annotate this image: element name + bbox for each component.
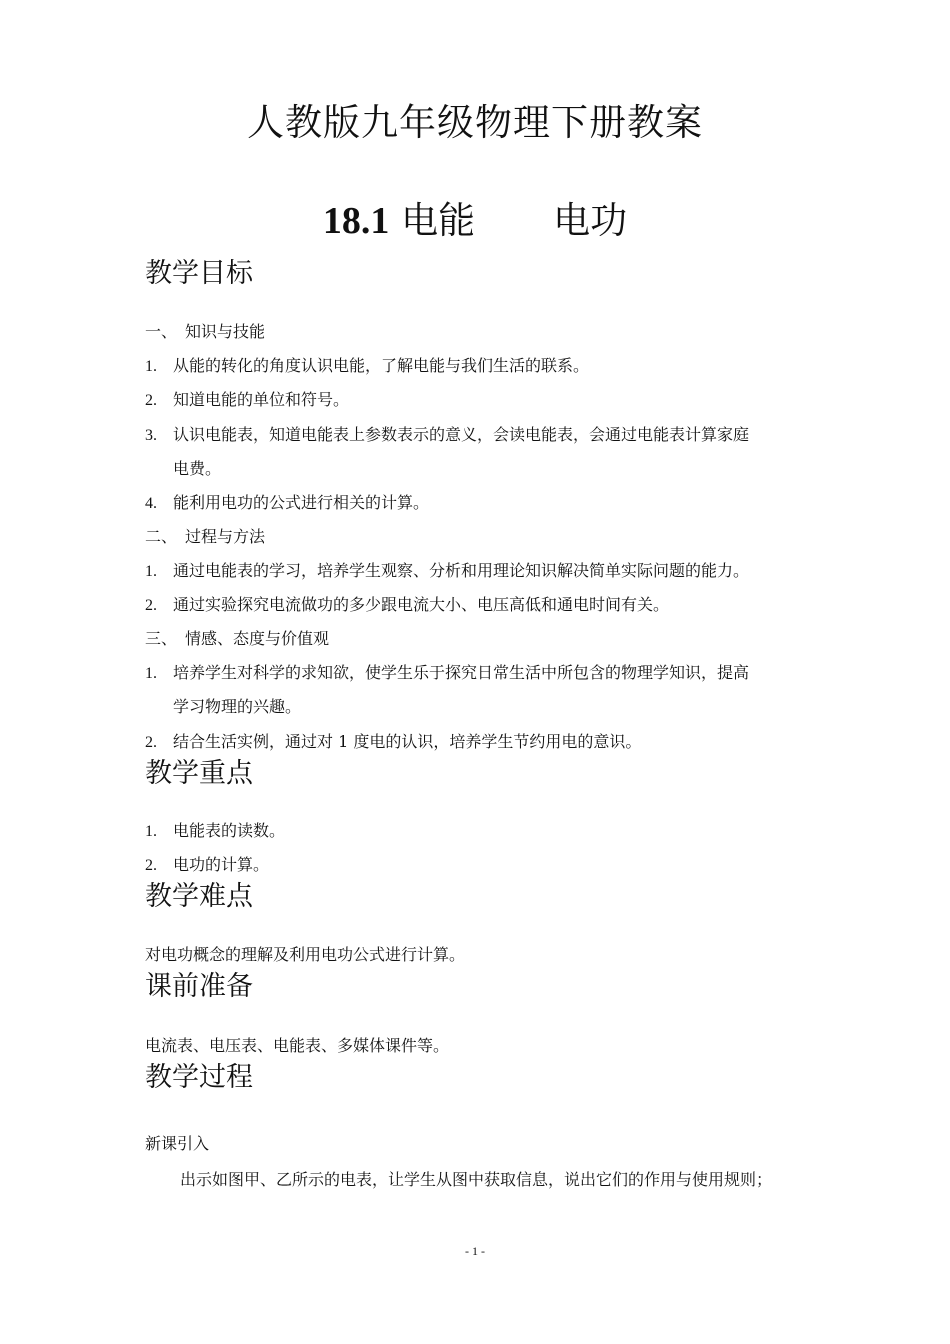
lesson-number: 18.1 bbox=[322, 200, 390, 242]
lesson-title bbox=[0, 196, 950, 246]
list-item: 1. 培养学生对科学的求知欲，使学生乐于探究日常生活中所包含的物理学知识，提高 bbox=[145, 663, 750, 682]
process-heading: 教学过程 bbox=[145, 1062, 253, 1093]
section-title: 过程与方法 bbox=[185, 527, 266, 546]
list-item: 2. 知道电能的单位和符号。 bbox=[145, 390, 350, 409]
objective-section-1 bbox=[145, 321, 265, 343]
lesson-title-part1: 电能 bbox=[401, 199, 476, 242]
objectives-heading: 教学目标 bbox=[145, 258, 253, 289]
section-marker: 三、 bbox=[145, 629, 178, 648]
section-marker: 一、 bbox=[145, 322, 178, 341]
preparation-text: 电流表、电压表、电能表、多媒体课件等。 bbox=[145, 1036, 450, 1055]
page-number: - 1 - bbox=[465, 1244, 485, 1258]
lesson-title-part2: 电功 bbox=[553, 199, 628, 242]
document-title: 人教版九年级物理下册教案 bbox=[247, 101, 703, 144]
list-item: 1. 通过电能表的学习，培养学生观察、分析和用理论知识解决简单实际问题的能力。 bbox=[145, 561, 750, 580]
list-item-continuation: 电费。 bbox=[173, 459, 222, 478]
preparation-heading: 课前准备 bbox=[145, 971, 253, 1002]
list-item: 3. 认识电能表，知道电能表上参数表示的意义，会读电能表，会通过电能表计算家庭 bbox=[145, 425, 750, 444]
objective-section-2 bbox=[145, 526, 265, 548]
key-points-heading: 教学重点 bbox=[145, 758, 253, 789]
process-subheading: 新课引入 bbox=[145, 1134, 210, 1153]
list-item: 2. 通过实验探究电流做功的多少跟电流大小、电压高低和通电时间有关。 bbox=[145, 595, 670, 614]
list-item: 1. 电能表的读数。 bbox=[145, 821, 286, 840]
list-item: 2. 结合生活实例，通过对 1 度电的认识，培养学生节约用电的意识。 bbox=[145, 732, 642, 751]
section-marker: 二、 bbox=[145, 527, 178, 546]
difficulties-heading: 教学难点 bbox=[145, 881, 253, 912]
list-item-continuation: 学习物理的兴趣。 bbox=[173, 697, 302, 716]
section-title: 情感、态度与价值观 bbox=[185, 629, 330, 648]
section-title: 知识与技能 bbox=[185, 322, 266, 341]
list-item: 2. 电功的计算。 bbox=[145, 855, 270, 874]
difficulties-text: 对电功概念的理解及利用电功公式进行计算。 bbox=[145, 945, 466, 964]
process-paragraph: 出示如图甲、乙所示的电表，让学生从图中获取信息，说出它们的作用与使用规则； bbox=[180, 1170, 773, 1189]
list-item: 4. 能利用电功的公式进行相关的计算。 bbox=[145, 493, 430, 512]
objective-section-3 bbox=[145, 628, 329, 650]
list-item: 1. 从能的转化的角度认识电能，了解电能与我们生活的联系。 bbox=[145, 356, 590, 375]
